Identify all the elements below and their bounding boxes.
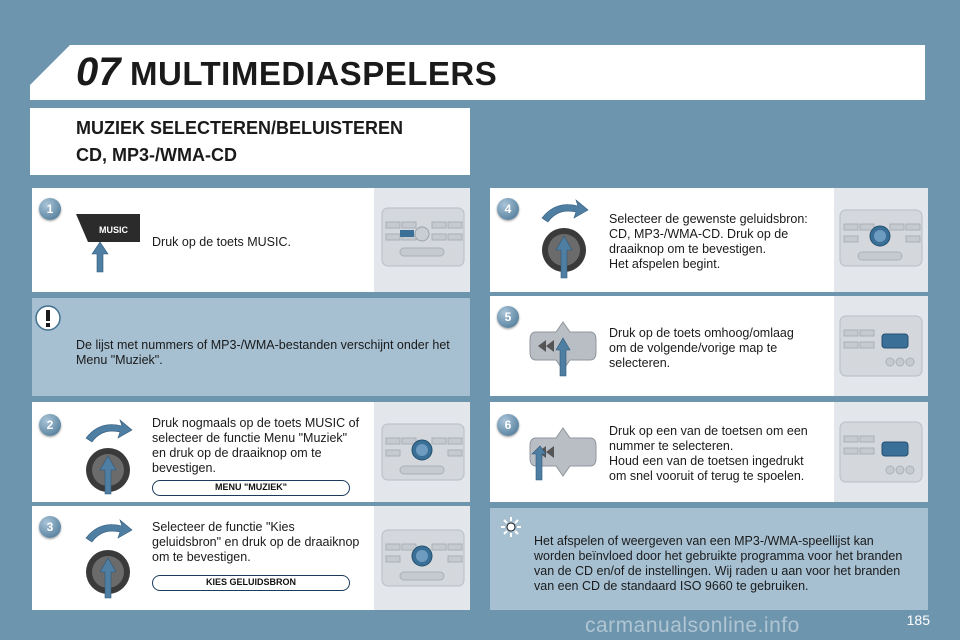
step-4-text-line: Selecteer de gewenste geluidsbron: <box>609 212 808 226</box>
step-3-text-line: Selecteer de functie "Kies <box>152 520 295 534</box>
step-6-text-line: nummer te selecteren. <box>609 439 734 453</box>
step-2-text-line: bevestigen. <box>152 461 216 475</box>
step-6-text-line: Houd een van de toetsen ingedrukt <box>609 454 804 468</box>
step-4-badge: 4 <box>497 198 519 220</box>
updown-rocker-key-icon <box>526 318 600 378</box>
step-1-badge: 1 <box>39 198 61 220</box>
warning-exclamation-icon <box>34 304 62 332</box>
section-title-line2: CD, MP3-/WMA-CD <box>76 145 237 165</box>
tip-text-line: van de CD en/of de instellingen. Wij raden u aan voor het branden <box>534 564 901 578</box>
step-4-text-line: Het afspelen begint. <box>609 257 721 271</box>
warning-text <box>76 338 466 368</box>
radio-panel-knob-highlight-icon <box>374 506 470 610</box>
rotate-press-knob-icon <box>78 416 138 498</box>
tip-text-line: worden beïnvloed door het gebruikte programma voor het branden <box>534 549 903 563</box>
warning-text-line: De lijst met nummers of MP3-/WMA-bestanden verschijnt onder het <box>76 338 450 352</box>
step-2-text-line: Druk nogmaals op de toets MUSIC of <box>152 416 360 430</box>
tip-text <box>534 534 924 594</box>
step-5-text <box>609 326 829 371</box>
step-3-text <box>152 520 372 565</box>
tip-text-line: Het afspelen of weergeven van een MP3-/WMA-speellijst kan <box>534 534 874 548</box>
chapter-title: MULTIMEDIASPELERS <box>130 55 498 92</box>
step-5-text-line: Druk op de toets omhoog/omlaag <box>609 326 794 340</box>
step-2-text <box>152 416 372 476</box>
tip-sun-icon <box>500 516 522 538</box>
step-4-text-line: draaiknop om te bevestigen. <box>609 242 767 256</box>
step-2-text-line: selecteer de functie Menu "Muziek" <box>152 431 348 445</box>
leftright-rocker-key-icon <box>526 424 600 484</box>
radio-panel-knob-highlight-icon <box>834 188 928 292</box>
step-5-text-line: selecteren. <box>609 356 671 370</box>
step-4-text <box>609 212 829 272</box>
warning-text-line: Menu "Muziek". <box>76 353 163 367</box>
tip-text-line: van een CD de standaard ISO 9660 te gebruiken. <box>534 579 809 593</box>
step-5-radio-panel <box>834 296 928 396</box>
page-number: 185 <box>906 612 930 628</box>
menu-muziek-pill: MENU "MUZIEK" <box>152 480 350 496</box>
step-6-radio-panel <box>834 402 928 502</box>
radio-panel-leftright-highlight-icon <box>834 402 928 502</box>
step-1-text-line: Druk op de toets MUSIC. <box>152 235 291 249</box>
step-2-badge: 2 <box>39 414 61 436</box>
step-3-text-line: geluidsbron" en druk op de draaiknop <box>152 535 360 549</box>
step-1-text <box>152 235 362 250</box>
step-3-text-line: om te bevestigen. <box>152 550 251 564</box>
step-4-text-line: CD, MP3-/WMA-CD. Druk op de <box>609 227 789 241</box>
rotate-press-knob-icon <box>78 516 138 602</box>
step-1-radio-panel <box>374 188 470 292</box>
step-4-radio-panel <box>834 188 928 292</box>
kies-geluidsbron-pill: KIES GELUIDSBRON <box>152 575 350 591</box>
radio-panel-updown-highlight-icon <box>834 296 928 396</box>
music-key-label: MUSIC <box>99 225 128 235</box>
step-2-text-line: en druk op de draaiknop om te <box>152 446 322 460</box>
chapter-number: 07 <box>76 50 121 94</box>
radio-panel-knob-highlight-icon <box>374 402 470 502</box>
step-6-text-line: om snel vooruit of terug te spoelen. <box>609 469 805 483</box>
step-5-text-line: om de volgende/vorige map te <box>609 341 778 355</box>
step-6-text-line: Druk op een van de toetsen om een <box>609 424 808 438</box>
step-3-badge: 3 <box>39 516 61 538</box>
step-3-radio-panel <box>374 506 470 610</box>
step-5-badge: 5 <box>497 306 519 328</box>
step-6-badge: 6 <box>497 414 519 436</box>
step-2-radio-panel <box>374 402 470 502</box>
watermark: carmanualsonline.info <box>585 614 800 637</box>
section-title-line1: MUZIEK SELECTEREN/BELUISTEREN <box>76 118 404 138</box>
rotate-press-knob-icon <box>534 196 594 282</box>
radio-panel-music-highlight-icon <box>374 188 470 292</box>
step-6-text <box>609 424 829 484</box>
music-key-icon <box>70 212 144 274</box>
